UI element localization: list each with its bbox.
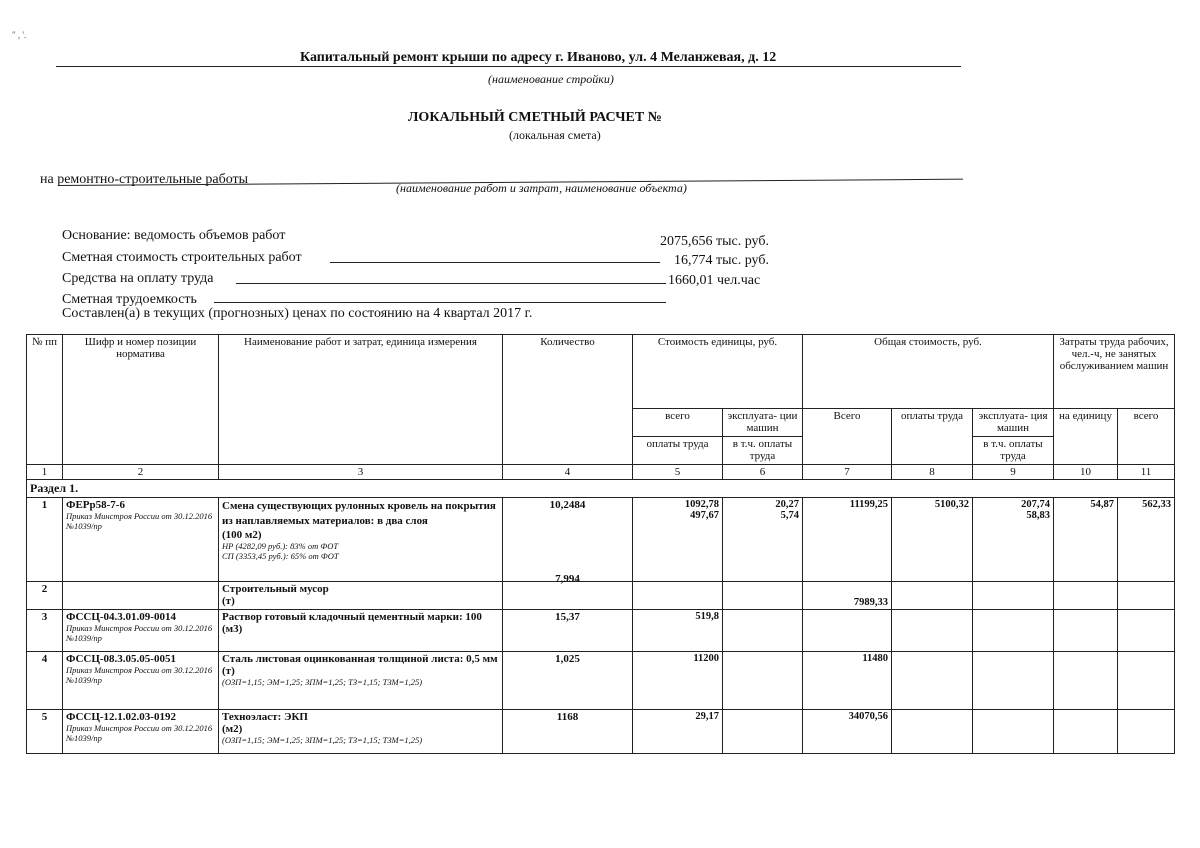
header-name: Наименование работ и затрат, единица измерения — [219, 335, 503, 465]
row-code — [63, 582, 219, 610]
row-qty: 7,994 — [503, 572, 633, 600]
row-total-mach — [973, 710, 1054, 754]
corner-marks: " , '. — [12, 30, 27, 40]
header-total-all: Всего — [803, 409, 892, 465]
col-number: 3 — [219, 465, 503, 480]
row-num: 3 — [27, 610, 63, 652]
row-name: Сталь листовая оцинкованная толщиной листа: 0,5 мм — [222, 653, 498, 665]
header-unit-mach-wage: в т.ч. оплаты труда — [723, 437, 803, 465]
row-note: (ОЗП=1,15; ЭМ=1,25; ЗПМ=1,25; ТЗ=1,15; ТЗМ=1,25) — [222, 677, 423, 687]
row-unit-mach — [723, 582, 803, 610]
row-unit: (т) — [222, 595, 235, 607]
row-name-cell — [219, 610, 503, 652]
basis-label: Основание: ведомость объемов работ — [62, 228, 286, 243]
row-total-all: 11199,25 — [803, 498, 892, 582]
header-total-mach-wage: в т.ч. оплаты труда — [973, 437, 1054, 465]
row-code-note: Приказ Минстроя России от 30.12.2016 №1039/пр — [66, 511, 213, 531]
row-code: ФССЦ-04.3.01.09-0014 — [66, 611, 176, 623]
row-total-mach — [973, 652, 1054, 710]
row-note: СП (3353,45 руб.): 65% от ФОТ — [222, 551, 339, 561]
labor-value: 1660,01 чел.час — [668, 273, 761, 288]
labor-label: Сметная трудоемкость — [62, 292, 197, 307]
doc-subtitle: (локальная смета) — [509, 128, 601, 142]
row-num: 1 — [27, 498, 63, 582]
row-labor-unit — [1054, 610, 1118, 652]
row-total-wage: 5100,32 — [892, 498, 973, 582]
col-number: 6 — [723, 465, 803, 480]
row-unit-wage: 497,67 — [690, 510, 719, 521]
row-unit: (м2) — [222, 723, 243, 735]
cost-underline — [330, 262, 660, 263]
row-qty: 1,025 — [503, 652, 633, 710]
labor-underline — [214, 302, 666, 303]
row-total-wage — [892, 710, 973, 754]
header-unit-mach: эксплуата- ции машин — [723, 409, 803, 437]
row-note: НР (4282,09 руб.): 83% от ФОТ — [222, 541, 339, 551]
row-unit: (м3) — [222, 623, 243, 635]
row-labor-unit: 54,87 — [1054, 498, 1118, 582]
row-total-mach — [973, 610, 1054, 652]
table-row — [27, 582, 1175, 610]
row-unit-total: 1092,78 — [684, 499, 719, 510]
row-code: ФССЦ-08.3.05.05-0051 — [66, 653, 176, 665]
row-name-cell — [219, 652, 503, 710]
row-unit-mach — [723, 610, 803, 652]
row-labor-all: 562,33 — [1118, 498, 1175, 582]
row-name: Раствор готовый кладочный цементный марки: 100 — [222, 611, 482, 623]
construction-underline — [56, 66, 961, 67]
row-total-all: 34070,56 — [803, 710, 892, 754]
row-labor-unit — [1054, 582, 1118, 610]
row-total-all: 11480 — [803, 652, 892, 710]
construction-name: Капитальный ремонт крыши по адресу г. Иваново, ул. 4 Меланжевая, д. 12 — [300, 50, 777, 65]
col-number: 5 — [633, 465, 723, 480]
works-caption: (наименование работ и затрат, наименование объекта) — [396, 181, 687, 195]
col-number: 10 — [1054, 465, 1118, 480]
row-labor-all — [1118, 610, 1175, 652]
construction-caption: (наименование стройки) — [488, 72, 614, 86]
row-unit-mach-costs — [723, 498, 803, 582]
col-number: 9 — [973, 465, 1054, 480]
row-code-cell — [63, 710, 219, 754]
col-number: 1 — [27, 465, 63, 480]
row-code-note: Приказ Минстроя России от 30.12.2016 №1039/пр — [66, 623, 213, 643]
row-unit-total: 519,8 — [633, 610, 723, 652]
row-code: ФССЦ-12.1.02.03-0192 — [66, 711, 176, 723]
cost-label: Сметная стоимость строительных работ — [62, 250, 302, 265]
wage-underline — [236, 283, 666, 284]
col-number: 8 — [892, 465, 973, 480]
prices-line: Составлен(а) в текущих (прогнозных) ценах по состоянию на 4 квартал 2017 г. — [62, 306, 533, 321]
row-total-mach — [973, 582, 1054, 610]
row-note: (ОЗП=1,15; ЭМ=1,25; ЗПМ=1,25; ТЗ=1,15; ТЗМ=1,25) — [222, 735, 423, 745]
row-total-mach-wage: 58,83 — [1026, 510, 1050, 521]
row-num: 4 — [27, 652, 63, 710]
row-unit-mach-wage: 5,74 — [780, 510, 799, 521]
row-unit-total: 11200 — [633, 652, 723, 710]
row-name: Строительный мусор — [222, 583, 329, 595]
works-line: на ремонтно-строительные работы — [40, 172, 249, 187]
row-unit-mach: 20,27 — [775, 499, 799, 510]
row-total-mach-costs — [973, 498, 1054, 582]
row-total-mach: 207,74 — [1021, 499, 1050, 510]
row-name: Смена существующих рулонных кровель на покрытия из наплавляемых материалов: в два слоя — [222, 500, 496, 527]
row-name-cell — [219, 498, 503, 582]
table-row — [27, 498, 1175, 582]
section-title: Раздел 1. — [27, 480, 1175, 498]
header-unit-total: всего — [633, 409, 723, 437]
row-labor-unit — [1054, 710, 1118, 754]
header-total-mach: эксплуата- ция машин — [973, 409, 1054, 437]
row-qty: 10,2484 — [503, 498, 633, 582]
row-code-cell — [63, 652, 219, 710]
row-name: Техноэласт: ЭКП — [222, 711, 308, 723]
row-labor-all — [1118, 652, 1175, 710]
row-unit-total: 29,17 — [633, 710, 723, 754]
row-unit: (100 м2) — [222, 529, 262, 541]
column-numbers-row — [27, 465, 1175, 480]
row-unit-mach — [723, 652, 803, 710]
wage-value: 16,774 тыс. руб. — [674, 253, 769, 268]
header-total-wage: оплаты труда — [892, 409, 973, 465]
row-total-wage — [892, 652, 973, 710]
col-number: 2 — [63, 465, 219, 480]
cost-value: 2075,656 тыс. руб. — [660, 234, 769, 249]
row-code-cell — [63, 610, 219, 652]
header-unit-wage: оплаты труда — [633, 437, 723, 465]
col-number: 7 — [803, 465, 892, 480]
row-total-wage — [892, 582, 973, 610]
row-qty: 15,37 — [503, 610, 633, 652]
table-row — [27, 652, 1175, 710]
wage-label: Средства на оплату труда — [62, 271, 214, 286]
row-code: ФЕРр58-7-6 — [66, 499, 125, 511]
header-total-cost: Общая стоимость, руб. — [803, 335, 1054, 409]
row-unit: (т) — [222, 665, 235, 677]
row-code-cell — [63, 498, 219, 582]
row-total-wage — [892, 610, 973, 652]
header-code: Шифр и номер позиции норматива — [63, 335, 219, 465]
row-num: 5 — [27, 710, 63, 754]
header-labor: Затраты труда рабочих, чел.-ч, не занятых обслуживанием машин — [1054, 335, 1175, 409]
row-labor-all — [1118, 710, 1175, 754]
row-qty: 1168 — [503, 710, 633, 754]
row-labor-all — [1118, 582, 1175, 610]
row-unit-mach — [723, 710, 803, 754]
header-qty: Количество — [503, 335, 633, 465]
row-code-note: Приказ Минстроя России от 30.12.2016 №1039/пр — [66, 723, 213, 743]
header-unit-cost: Стоимость единицы, руб. — [633, 335, 803, 409]
col-number: 4 — [503, 465, 633, 480]
estimate-table — [26, 334, 1175, 754]
row-name-cell — [219, 582, 503, 610]
table-row — [27, 610, 1175, 652]
header-labor-unit: на единицу — [1054, 409, 1118, 465]
header-num: № пп — [27, 335, 63, 465]
doc-title: ЛОКАЛЬНЫЙ СМЕТНЫЙ РАСЧЕТ № — [408, 110, 662, 125]
row-total-all: 7989,33 — [803, 596, 892, 638]
row-unit-total — [633, 582, 723, 610]
col-number: 11 — [1118, 465, 1175, 480]
table-row — [27, 710, 1175, 754]
header-labor-all: всего — [1118, 409, 1175, 465]
row-code-note: Приказ Минстроя России от 30.12.2016 №1039/пр — [66, 665, 213, 685]
row-unit-costs — [633, 498, 723, 582]
row-name-cell — [219, 710, 503, 754]
row-labor-unit — [1054, 652, 1118, 710]
row-num: 2 — [27, 582, 63, 610]
